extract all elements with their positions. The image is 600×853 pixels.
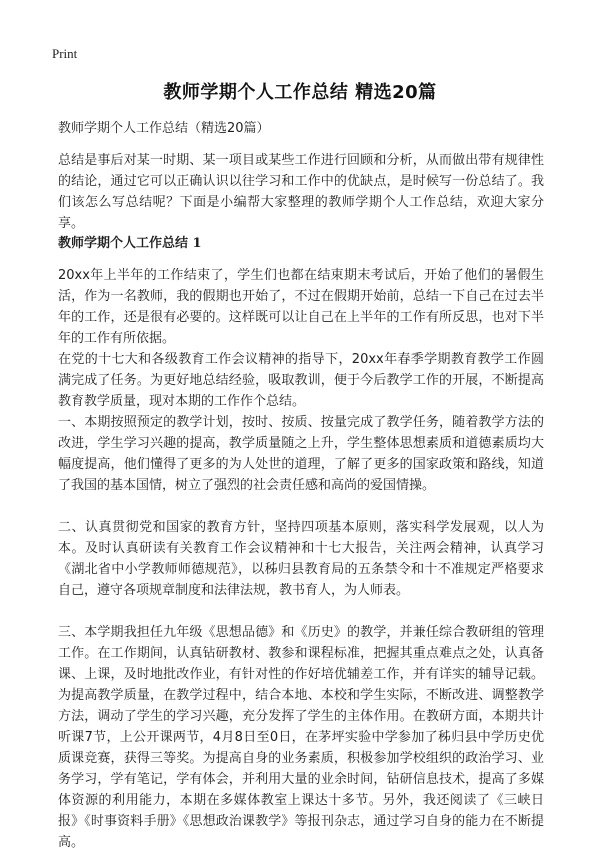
page-title: 教师学期个人工作总结 精选20篇 [163, 82, 437, 103]
section-heading: 教师学期个人工作总结 1 [58, 236, 202, 251]
paragraph-4: 二、认真贯彻党和国家的教育方针，坚持四项基本原则，落实科学发展观，以人为本。及时认真研读有关教育工作会议精神和十七大报告，关注两会精神，认真学习《湖北省中小学教师师德规范》，以秭归县教育局的五条禁令和十不准规定严格要求自己，遵守各项规章制度和法律法规，教书育人，为人师表。 [58, 520, 544, 598]
paragraph-3: 一、本期按照预定的教学计划，按时、按质、按量完成了教学任务，随着教学方法的改进，学生学习兴趣的提高，教学质量随之上升，学生整体思想素质和道德素质均大幅度提高，他们懂得了更多的为人处世的道理，了解了更多的国家政策和路线，知道了我国的基本国情，树立了强烈的社会责任感和高尚的爱国情操。 [58, 415, 544, 493]
document-subtitle: 教师学期个人工作总结（精选20篇） [58, 121, 270, 136]
paragraph-1: 20xx年上半年的工作结束了，学生们也都在结束期末考试后，开始了他们的暑假生活，作为一名教师，我的假期也开始了，不过在假期开始前，总结一下自己在过去半年的工作，还是很有必要的。这样既可以让自己在上半年的工作有所反思，也对下半年的工作有所依据。 [58, 268, 544, 346]
paragraph-5: 三、本学期我担任九年级《思想品德》和《历史》的教学，并兼任综合教研组的管理工作。在工作期间，认真钻研教材、教参和课程标准，把握其重点难点之处，认真备课、上课，及时地批改作业，有针对性的作好培优辅差工作，并有详实的辅导记载。为提高教学质量，在教学过程中，结合本地、本校和学生实际，不断改进、调整教学方法，调动了学生的学习兴趣，充分发挥了学生的主体作用。在教研方面，本期共计听课7节，上公开课两节，4月8日至0日，在茅坪实验中学参加了秭归县中学历史优质课竞赛，获得三等奖。为提高自身的业务素质，积极参加学校组织的政治学习、业务学习，学有笔记，学有体会，并利用大量的业余时间，钻研信息技术，提高了多媒体资源的利用能力，本期在多媒体教室上课达十多节。另外，我还阅读了《三峡日报》《时事资料手册》《思想政治课教学》等报刊杂志，通过学习自身的能力在不断提高。 [58, 625, 544, 850]
print-link[interactable]: Print [52, 46, 78, 61]
paragraph-2: 在党的十七大和各级教育工作会议精神的指导下，20xx年春季学期教育教学工作圆满完成了任务。为更好地总结经验，吸取教训，便于今后教学工作的开展，不断提高教育教学质量，现对本期的工作作个总结。 [58, 352, 544, 409]
intro-paragraph: 总结是事后对某一时期、某一项目或某些工作进行回顾和分析，从而做出带有规律性的结论，通过它可以正确认识以往学习和工作中的优缺点，是时候写一份总结了。我们该怎么写总结呢？下面是小编帮大家整理的教师学期个人工作总结，欢迎大家分享。 [58, 153, 544, 231]
